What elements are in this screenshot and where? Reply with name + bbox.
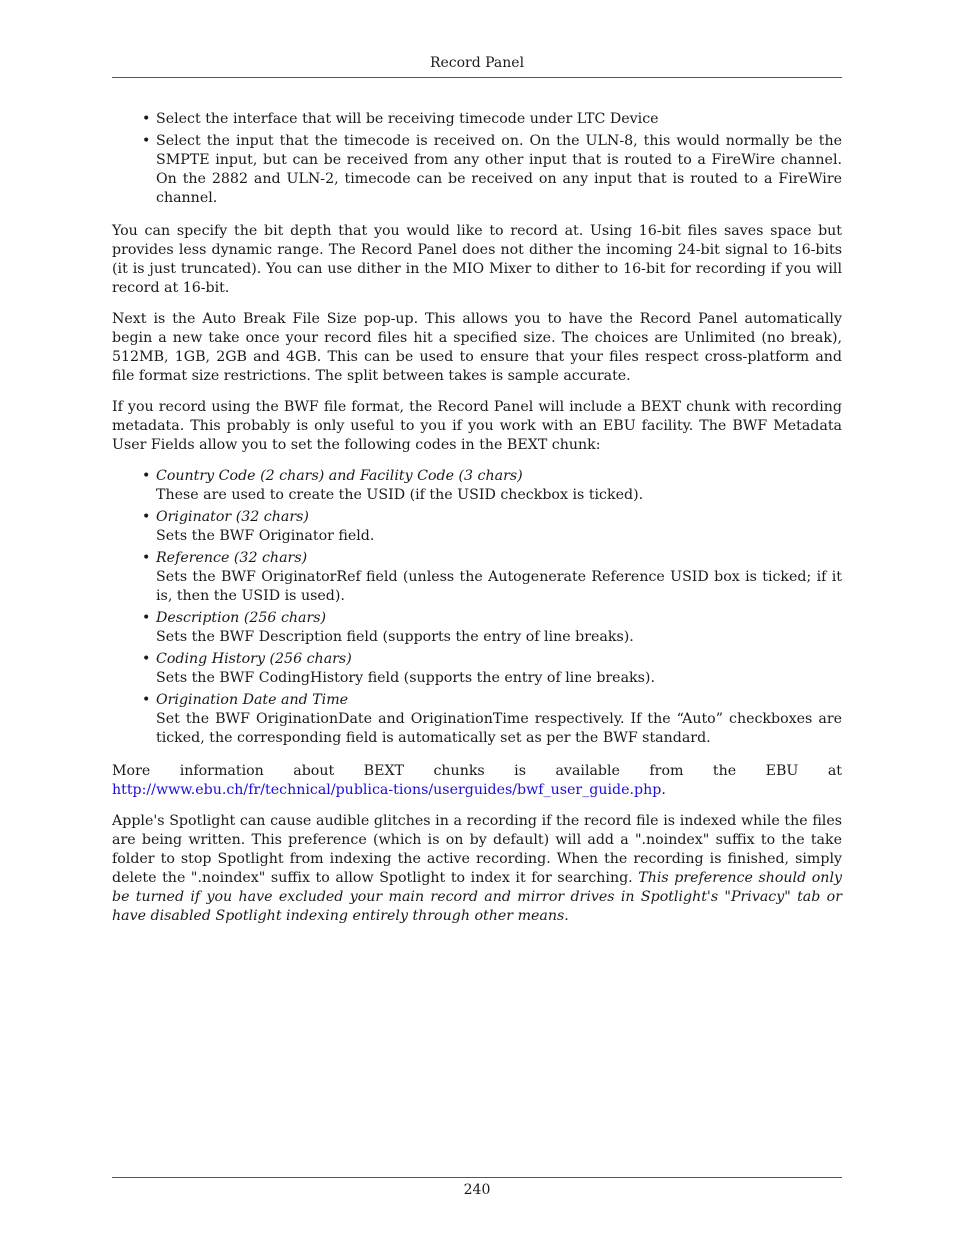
field-description: Sets the BWF Originator field. [156,528,375,544]
field-term: Coding History (256 chars) [156,651,352,667]
page-header-title: Record Panel [429,55,525,71]
bullet-icon: • [142,550,151,566]
more-info-paragraph [112,762,842,800]
spotlight-paragraph [112,812,842,926]
ebu-guide-link[interactable]: http://www.ebu.ch/fr/technical/publica-tions/userguides/bwf_user_guide.php [112,782,662,798]
more-info-end: . [661,782,666,798]
list-item [142,508,842,546]
bext-field-list [112,467,842,748]
list-item [142,609,842,647]
field-description: Sets the BWF CodingHistory field (supports the entry of line breaks). [156,670,655,686]
page-number: 240 [463,1182,491,1198]
field-term: Description (256 chars) [156,610,327,626]
bwf-intro-paragraph: If you record using the BWF file format, the Record Panel will include a BEXT chunk with recording metadata. This probably is only useful to you if you work with an EBU facility. The BWF Metadata User Fields allow you to set the following codes in the BEXT chunk: [112,399,842,453]
list-item [142,650,842,688]
spotlight-text: Apple's Spotlight can cause audible glitches in a recording if the record file is indexed while the files are being written. This preference (which is on by default) will add a ".noindex" suffix to the take folder to stop Spotlight from indexing the active recording. When the recording is finished, simply delete the ".noindex" suffix to allow Spotlight to index it for searching. [112,813,842,886]
footer-rule [112,1177,842,1178]
field-description: These are used to create the USID (if the USID checkbox is ticked). [156,487,644,503]
more-info-text: More information about BEXT chunks is available from the EBU at [112,763,842,779]
field-description: Sets the BWF Description field (supports the entry of line breaks). [156,629,634,645]
list-item [142,467,842,505]
bit-depth-paragraph: You can specify the bit depth that you would like to record at. Using 16-bit files saves space but provides less dynamic range. The Record Panel does not dither the incoming 24-bit signal to 16-bits (it is just truncated). You can use dither in the MIO Mixer to dither to 16-bit for recording if you will record at 16-bit. [112,223,842,296]
field-term: Reference (32 chars) [156,550,308,566]
list-item [142,691,842,748]
page-content [112,110,842,938]
bullet-icon: • [142,133,151,149]
header-rule [112,77,842,78]
bullet-icon: • [142,111,151,127]
bullet-icon: • [142,468,151,484]
timecode-list [112,110,842,208]
field-term: Country Code (2 chars) and Facility Code (3 chars) [156,468,523,484]
list-item-text: Select the input that the timecode is received on. On the ULN-8, this would normally be the SMPTE input, but can be received from any other input that is routed to a FireWire channel. On the 2882 and ULN-2, timecode can be received on any input that is routed to a FireWire channel. [156,133,842,206]
field-term: Originator (32 chars) [156,509,309,525]
list-item-text: Select the interface that will be receiving timecode under LTC Device [156,111,659,127]
spotlight-note: This preference should only be turned if you have excluded your main record and mirror drives in Spotlight's "Privacy" tab or have disabled Spotlight indexing entirely through other means. [112,870,842,924]
bullet-icon: • [142,610,151,626]
list-item [142,549,842,606]
bullet-icon: • [142,692,151,708]
bullet-icon: • [142,509,151,525]
field-description: Set the BWF OriginationDate and OriginationTime respectively. If the “Auto” checkboxes are ticked, the corresponding field is automatically set as per the BWF standard. [156,711,842,746]
list-item [142,110,842,129]
bullet-icon: • [142,651,151,667]
list-item [142,132,842,208]
field-term: Origination Date and Time [156,692,349,708]
field-description: Sets the BWF OriginatorRef field (unless the Autogenerate Reference USID box is ticked; if it is, then the USID is used). [156,569,842,604]
auto-break-paragraph: Next is the Auto Break File Size pop-up. This allows you to have the Record Panel automatically begin a new take once your record files hit a specified size. The choices are Unlimited (no break), 512MB, 1GB, 2GB and 4GB. This can be used to ensure that your files respect cross-platform and file format size restrictions. The split between takes is sample accurate. [112,311,842,384]
